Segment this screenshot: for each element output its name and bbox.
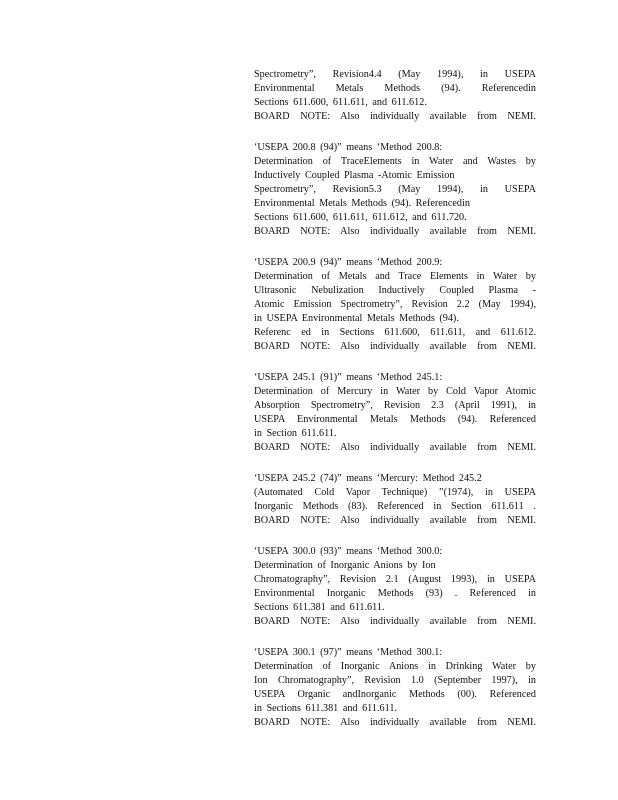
text-line: Inorganic Methods (83). Referenced in Section 611.611 . [254, 501, 536, 512]
regulation-text [254, 68, 536, 747]
board-note: BOARD NOTE: Also individually available from NEMI. [254, 442, 536, 453]
text-line: Referenc ed in Sections 611.600, 611.611, and 611.612. [254, 327, 536, 338]
board-note: BOARD NOTE: Also individually available from NEMI. [254, 226, 536, 237]
text-line: ‘USEPA 245.2 (74)” means ‘Mercury: Method 245.2 [254, 473, 482, 484]
text-line: Spectrometry”, Revision4.4 (May 1994), in USEPA [254, 69, 536, 80]
text-line: USEPA Environmental Metals Methods (94). Referenced [254, 414, 536, 425]
text-line: Ultrasonic Nebulization Inductively Coupled Plasma - [254, 285, 536, 296]
text-line: Determination of Mercury in Water by Cold Vapor Atomic [254, 386, 536, 397]
entry-usepa-300-0 [254, 545, 536, 629]
text-line: ‘USEPA 245.1 (91)” means ‘Method 245.1: [254, 372, 443, 383]
text-line: USEPA Organic andInorganic Methods (00). Referenced [254, 689, 536, 700]
text-line: Determination of TraceElements in Water and Wastes by [254, 156, 536, 167]
text-line: ‘USEPA 300.0 (93)” means ‘Method 300.0: [254, 546, 443, 557]
text-line: Atomic Emission Spectrometry”, Revision 2.2 (May 1994), [254, 299, 536, 310]
text-line: Determination of Inorganic Anions by Ion [254, 560, 436, 571]
text-line: Chromatography”, Revision 2.1 (August 1993), in USEPA [254, 574, 536, 585]
entry-usepa-200-9 [254, 256, 536, 354]
text-line: Absorption Spectrometry”, Revision 2.3 (April 1991), in [254, 400, 536, 411]
text-line: in USEPA Environmental Metals Methods (94). [254, 313, 459, 324]
board-note: BOARD NOTE: Also individually available from NEMI. [254, 341, 536, 352]
text-line: in Sections 611.381 and 611.611. [254, 703, 397, 714]
text-line: ‘USEPA 200.9 (94)” means ‘Method 200.9: [254, 257, 443, 268]
text-line: Sections 611.381 and 611.611. [254, 602, 385, 613]
text-line: Ion Chromatography”, Revision 1.0 (September 1997), in [254, 675, 536, 686]
board-note: BOARD NOTE: Also individually available from NEMI. [254, 717, 536, 728]
text-line: Environmental Metals Methods (94). Referencedin [254, 198, 470, 209]
text-line: (Automated Cold Vapor Technique) ”(1974), in USEPA [254, 487, 536, 498]
board-note: BOARD NOTE: Also individually available from NEMI. [254, 616, 536, 627]
board-note: BOARD NOTE: Also individually available from NEMI. [254, 111, 536, 122]
text-line: Determination of Metals and Trace Elements in Water by [254, 271, 536, 282]
text-line: Spectrometry”, Revision5.3 (May 1994), in USEPA [254, 184, 536, 195]
text-line: Environmental Metals Methods (94). Referencedin [254, 83, 536, 94]
entry-usepa-200-7-continued [254, 68, 536, 124]
entry-usepa-245-2 [254, 472, 536, 528]
text-line: Environmental Inorganic Methods (93) . Referenced in [254, 588, 536, 599]
text-line: ‘USEPA 200.8 (94)” means ‘Method 200.8: [254, 142, 443, 153]
text-line: Sections 611.600, 611.611, 611.612, and 611.720. [254, 212, 467, 223]
entry-usepa-245-1 [254, 371, 536, 455]
text-line: in Section 611.611. [254, 428, 337, 439]
text-line: ‘USEPA 300.1 (97)” means ‘Method 300.1: [254, 647, 443, 658]
text-line: Sections 611.600, 611.611, and 611.612. [254, 97, 427, 108]
board-note: BOARD NOTE: Also individually available from NEMI. [254, 515, 536, 526]
entry-usepa-200-8 [254, 141, 536, 239]
entry-usepa-300-1 [254, 646, 536, 730]
text-line: Inductively Coupled Plasma -Atomic Emission [254, 170, 455, 181]
text-line: Determination of Inorganic Anions in Drinking Water by [254, 661, 536, 672]
